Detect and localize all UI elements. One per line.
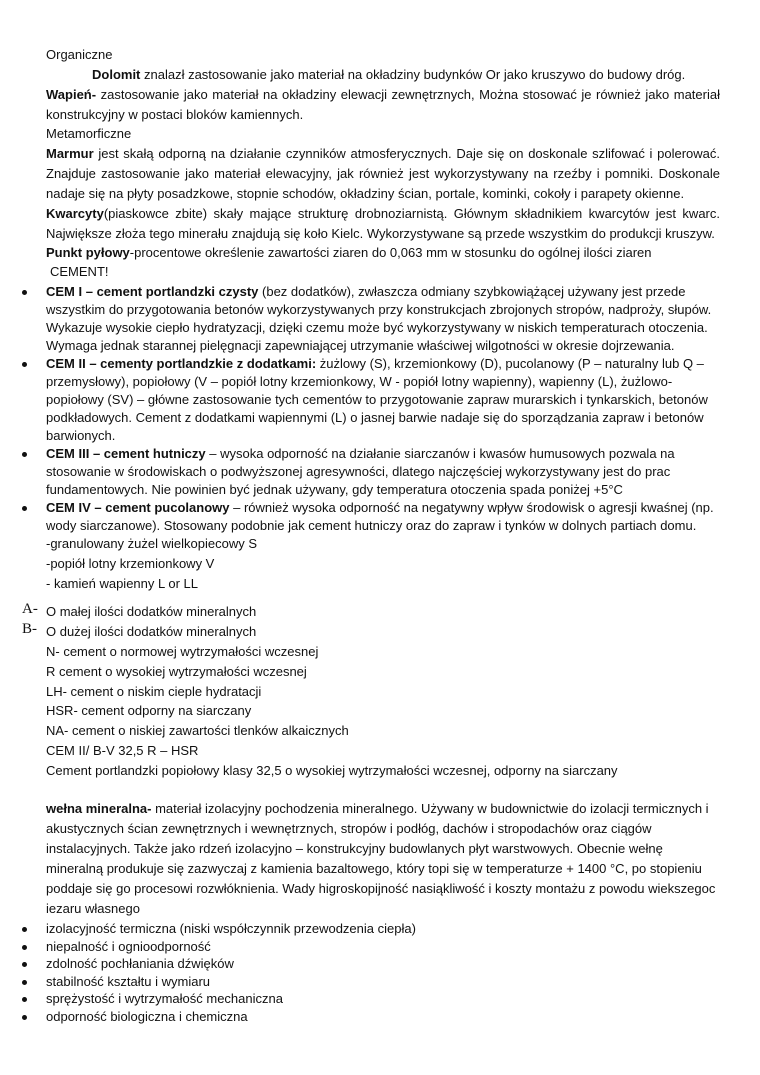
class-line: R cement o wysokiej wytrzymałości wczesnej — [46, 664, 307, 679]
cement-list — [0, 283, 720, 593]
term-cem-1: CEM I – cement portlandzki czysty — [46, 284, 259, 299]
section-heading-cement: CEMENT! — [50, 264, 109, 279]
term-cem-2: CEM II – cementy portlandzkie z dodatkami: — [46, 356, 317, 371]
sub-line: -granulowany żużel wielkopiecowy S — [46, 536, 257, 551]
class-line: LH- cement o niskim cieple hydratacji — [46, 684, 262, 699]
class-line: HSR- cement odporny na siarczany — [46, 703, 252, 718]
text-punkt-pylowy: -procentowe określenie zawartości ziaren do 0,063 mm w stosunku do ogólnej ilości ziaren — [129, 245, 652, 260]
term-dolomit: Dolomit — [92, 67, 141, 82]
term-punkt-pylowy: Punkt pyłowy — [46, 245, 130, 260]
text-cem-3: – wysoka odporność na działanie siarczanów i kwasów humusowych pozwala na stosowanie w środowiskach o podwyższonej agresywności, dlatego najczęściej wykorzystywany jest do prac fundamentowych. Nie powinien być jednak używany, gdy temperatura otoczenia spada poniżej +5°C — [46, 446, 675, 497]
term-marmur: Marmur — [46, 146, 94, 161]
sub-line: - kamień wapienny L or LL — [46, 576, 198, 591]
text-dolomit: znalazł zastosowanie jako materiał na okładziny budynków Or jako kruszywo do budowy dróg. — [140, 67, 686, 82]
list-item-feature: izolacyjność termiczna (niski współczynnik przewodzenia ciepła) — [0, 920, 720, 938]
term-wapien: Wapień- — [46, 87, 97, 102]
section-heading-metamorphic: Metamorficzne — [46, 126, 132, 141]
list-item-feature: stabilność kształtu i wymiaru — [0, 973, 720, 991]
text-cem-2: żużlowy (S), krzemionkowy (D), pucolanowy (P – naturalny lub Q – przemysłowy), popiołowy (V – popiół lotny krzemionkowy, W - popiół lotny wapienny), wapienny (L), żużlowo-popiołowy (SV) – główne zastosowanie tych cementów to przygotowanie zapraw murarskich i tynkarskich, betonów podkładowych. Cement z dodatkami wapiennymi (L) o jasnej barwie nadaje się do sporządzania zapraw i betonów barwionych. — [46, 356, 708, 443]
list-item-feature: zdolność pochłaniania dźwięków — [0, 955, 720, 973]
class-marker-b: B- — [22, 621, 37, 637]
text-kwarcyty: (piaskowce zbite) skały mające strukturę drobnoziarnistą. Głównym składnikiem kwarcytów jest kwarc. Największe złoża tego minerału znajdują się koło Kielc. Wykorzystywane są przede wszystkim do produkcji kruszyw. — [46, 206, 720, 241]
term-welna: wełna mineralna- — [46, 801, 152, 816]
list-item-feature: odporność biologiczna i chemiczna — [0, 1008, 720, 1026]
text-wapien: zastosowanie jako materiał na okładziny elewacji zewnętrznych, Można stosować je również jako materiał konstrukcyjny w postaci bloków kamiennych. — [46, 87, 720, 122]
list-item-cem-4 — [0, 499, 720, 593]
term-cem-3: CEM III – cement hutniczy — [46, 446, 206, 461]
paragraph-kwarcyty — [46, 204, 720, 244]
class-line: Cement portlandzki popiołowy klasy 32,5 o wysokiej wytrzymałości wczesnej, odporny na siarczany — [46, 763, 618, 778]
term-kwarcyty: Kwarcyty — [46, 206, 104, 221]
list-item-cem-1 — [0, 283, 720, 355]
paragraph-punkt-pylowy — [46, 243, 652, 263]
text-cem-1: (bez dodatków), zwłaszcza odmiany szybkowiążącej używany jest przede wszystkim do przygotowania betonów wykorzystywanych przy konstrukcjach zbrojonych stropów, nadproży, słupów. Wykazuje wysokie ciepło hydratyzacji, dzięki czemu może być wykorzystywany w niskich temperaturach otoczenia. Wymaga jednak starannej pielęgnacji zapewniającej utrzymanie właściwej wilgotności w okresie dojrzewania. — [46, 284, 712, 353]
class-b-text: O dużej ilości dodatków mineralnych — [46, 624, 257, 639]
class-marker-a: A- — [22, 601, 38, 617]
list-item-cem-3 — [0, 445, 720, 499]
text-marmur: jest skałą odporną na działanie czynników atmosferycznych. Daje się on doskonale szlifować i polerować. Znajduje zastosowanie jako materiał elewacyjny, jak również jest wykorzystywany na rzeźby i pomniki. Doskonale nadaje się na płyty posadzkowe, stopnie schodów, okładziny ścian, portale, kominki, cokoły i parapety okienne. — [46, 146, 720, 201]
text-cem-4: – również wysoka odporność na negatywny wpływ środowisk o agresji kwaśnej (np. wody siarczanowe). Stosowany podobnie jak cement hutniczy oraz do zapraw i tynków w dolnych partiach domu. — [46, 500, 714, 533]
wool-features-list — [0, 920, 720, 1025]
class-line: NA- cement o niskiej zawartości tlenków alkaicznych — [46, 723, 349, 738]
list-item-feature: sprężystość i wytrzymałość mechaniczna — [0, 990, 720, 1008]
list-item-feature: niepalność i ognioodporność — [0, 938, 720, 956]
section-heading-organic: Organiczne — [46, 47, 113, 62]
class-a-text: O małej ilości dodatków mineralnych — [46, 604, 257, 619]
paragraph-welna — [46, 799, 720, 919]
paragraph-dolomit — [92, 65, 685, 85]
paragraph-wapien — [46, 85, 720, 125]
text-welna: materiał izolacyjny pochodzenia mineralnego. Używany w budownictwie do izolacji termicznych i akustycznych ścian zewnętrznych i wewnętrznych, stropów i podłóg, dachów i stropodachów oraz ciągów instalacyjnych. Także jako rdzeń izolacyjno – konstrukcyjny budowlanych płyt warstwowych. Obecnie wełnę mineralną produkuje się zazwyczaj z kamienia bazaltowego, który topi się w temperaturze + 1400 °C, po stopieniu poddaje się go procesowi rozwłóknienia. Wady higroskopijność nasiąkliwość i koszty montażu z powodu wiekszegoc iezaru własnego — [46, 801, 716, 916]
term-cem-4: CEM IV – cement pucolanowy — [46, 500, 230, 515]
list-item-cem-2 — [0, 355, 720, 445]
paragraph-marmur — [46, 144, 720, 203]
class-line: N- cement o normowej wytrzymałości wczesnej — [46, 644, 319, 659]
sub-line: -popiół lotny krzemionkowy V — [46, 556, 215, 571]
class-line: CEM II/ B-V 32,5 R – HSR — [46, 743, 199, 758]
